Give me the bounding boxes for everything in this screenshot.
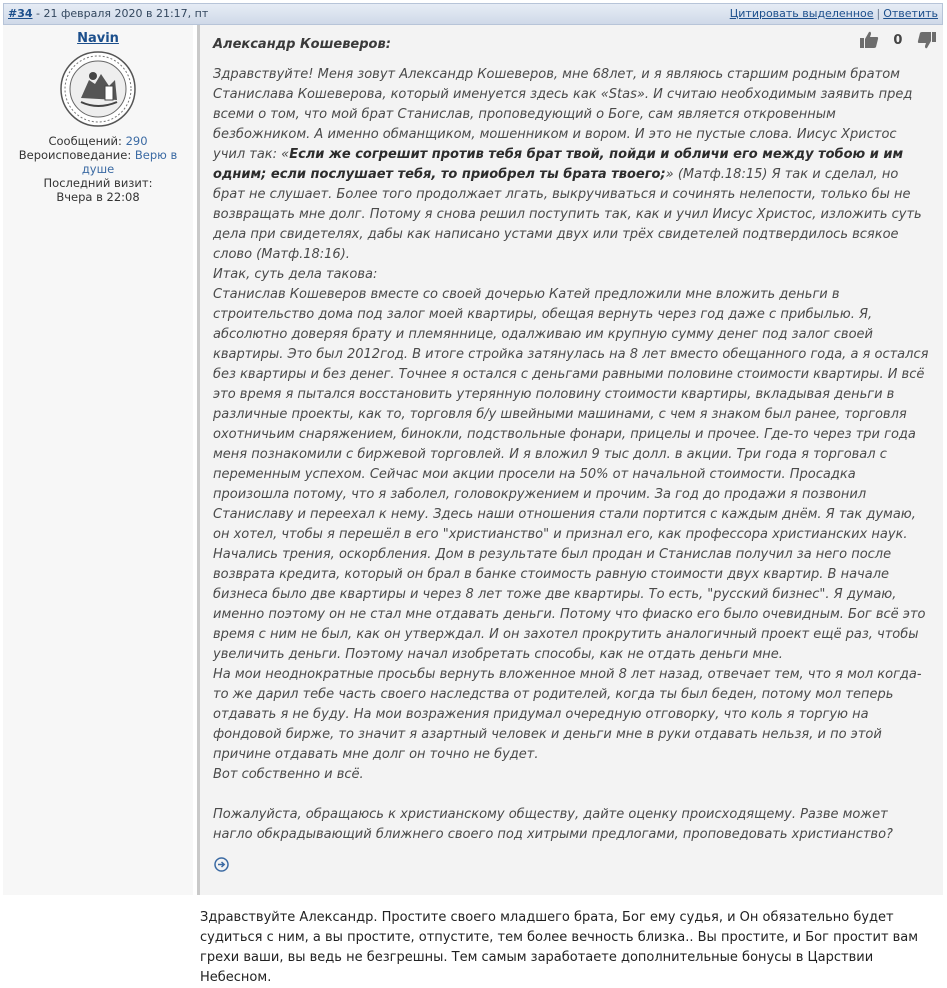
quote-p1-start: Здравствуйте! Меня зовут Александр Кошеверов, мне 68лет, и я являюсь старшим родным братом Станислава Кошеверова, который именуется здесь как «Stas». И считаю необходимым заявить пред всеми о том, что мой брат Станислав, проповедующий о Боге, сам является откровенным безбожником. А именно обманщиком, мошенником и вором. И это не пустые слова. Иисус Христос учил так: «	[213, 67, 913, 162]
quote-paragraph-3: Станислав Кошеверов вместе со своей дочерью Катей предложили мне вложить деньги в строительство дома под залог моей квартиры, обещая вернуть через год даже с прибылью. Я, абсолютно доверяя брату и племяннице, одалживаю им крупную сумму денег под залог своей квартиры. Это был 2012год. В итоге стройка затянулась на 8 лет вместо обещанного года, а я остался без квартиры и без денег. Точнее я остался с деньгами равными половине стоимости квартиры. И всё это время я пытался восстановить утерянную половину стоимости квартиры, вкладывая деньги в различные проекты, как то, торговля б/у швейными машинами, с чем я знаком был ранее, торговля охотничьим снаряжением, бинокли, подствольные фонари, прицелы и прочее. Где-то через три года меня познакомили с биржевой торговлей. И я вложил 9 тыс долл. в акции. Три года я торговал с переменным успехом. Сейчас мои акции просели на 50% от начальной стоимости. Просадка произошла потому, что я заболел, головокружением и прочим. За год до продажи я позвонил Станиславу и переехал к нему. Здесь наши отношения стали портится с каждым днём. Я так думаю, он хотел, чтобы я перешёл в его "христианство" и признал его, как профессора христианских наук. Начались трения, оскорбления. Дом в результате был продан и Станислав получил за него после возврата кредита, который он брал в банке стоимость равную стоимости двух квартир. В начале бизнеса было две квартиры и через 8 лет тоже две квартиры. То есть, "русский бизнес". Я думаю, именно поэтому он не стал мне отдавать деньги. Потому что фиаско его было очевидным. Бог всё это время с ним не был, как он утверждал. И он захотел прокрутить аналогичный проект ещё раз, чтобы увеличить деньги. Поэтому начал изобретать способы, как не отдать деньги мне.	[213, 287, 929, 662]
reply-text: Здравствуйте Александр. Простите своего младшего брата, Бог ему судья, и Он обязательно будет судиться с ним, а вы простите, отпустите, тем более вечность близка.. Вы простите, и Бог простит вам грехи ваши, вы ведь не безгрешны. Тем самым заработаете дополнительные бонусы в Царствии Небесном.	[200, 910, 919, 985]
messages-stat	[3, 134, 193, 148]
avatar[interactable]	[59, 50, 137, 128]
author-panel	[3, 25, 193, 895]
quote-selected-link[interactable]: Цитировать выделенное	[729, 7, 874, 20]
post-content	[197, 25, 943, 895]
actions-separator: |	[876, 7, 881, 20]
go-to-post-icon[interactable]	[214, 857, 229, 872]
last-visit-label: Последний визит:	[43, 176, 153, 190]
messages-label: Сообщений:	[48, 134, 122, 148]
author-name-link[interactable]: Navin	[77, 31, 119, 46]
quote-paragraph-2: Итак, суть дела такова:	[213, 267, 378, 282]
rating-count: 0	[893, 32, 903, 48]
post-actions	[730, 4, 938, 24]
faith-label: Вероисповедание:	[18, 148, 132, 162]
last-visit-value: Вчера в 22:08	[56, 190, 140, 204]
reply-link[interactable]: Ответить	[883, 7, 938, 20]
faith-stat	[3, 148, 193, 176]
messages-value: 290	[125, 134, 148, 148]
quote-author: Александр Кошеверов:	[213, 37, 391, 52]
quote-p1-end: » (Матф.18:15) Я так и сделал, но брат не слушает. Более того продолжает лгать, выкручиваться и сочинять нелепости, только бы не возвращать мне долг. Потому я снова решил поступить так, как и учил Иисус Христос, изложить суть дела при свидетелях, дабы как написано устами двух или трёх свидетелей подтвердилось всякое слово (Матф.18:16).	[213, 167, 922, 262]
quote-paragraph-5: Вот собственно и всё.	[213, 767, 364, 782]
quote-paragraph-1	[213, 65, 929, 265]
paragraph-gap	[213, 785, 929, 805]
faith-value: Верю в душе	[81, 148, 178, 176]
quote-paragraph-6: Пожалуйста, обращаюсь к христианскому обществу, дайте оценку происходящему. Разве может нагло обкрадывающий ближнего своего под хитрыми предлогами, проповедовать христианство?	[213, 807, 893, 842]
post-date: - 21 февраля 2020 в 21:17, пт	[36, 7, 209, 20]
quote-block	[213, 32, 929, 845]
quote-scripture-bold: Если же согрешит против тебя брат твой, пойди и обличи его между тобою и им одним; если послушает тебя, то приобрел ты брата твоего;	[213, 147, 904, 182]
post-header	[3, 3, 943, 25]
quote-paragraph-4: На мои неоднократные просьбы вернуть вложенное мной 8 лет назад, отвечает тем, что я мол когда-то же дарил тебе часть своего наследства от родителей, когда ты был беден, потому мол теперь отдавать я не буду. На мои возражения придумал очередную отговорку, что коль я торгую на фондовой бирже, то значит я азартный человек и деньги мне в руки отдавать нельзя, и по этой причине отдавать мне долг он точно не будет.	[213, 667, 922, 762]
post-number-link[interactable]: #34	[8, 7, 33, 20]
post-meta	[8, 4, 208, 24]
